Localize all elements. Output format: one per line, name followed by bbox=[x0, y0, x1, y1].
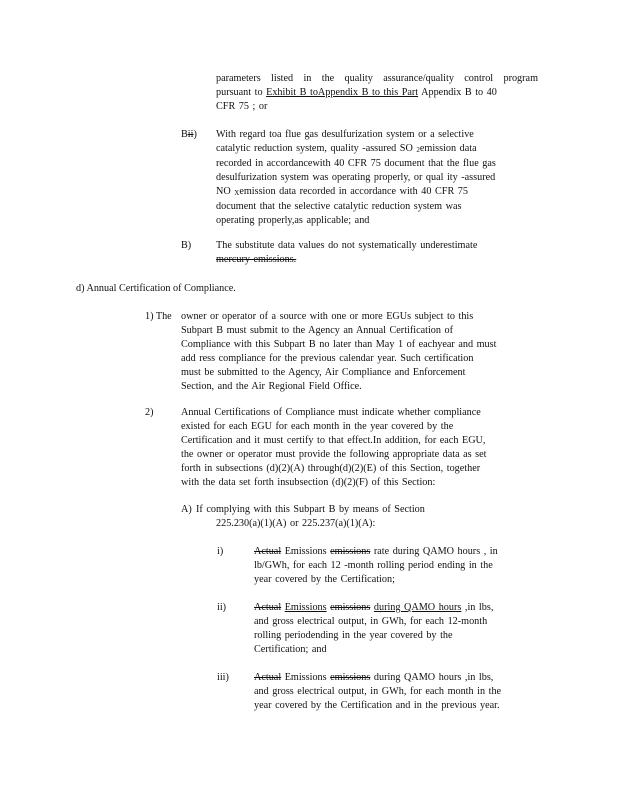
text-line: year covered by the Certification and in the previous year. bbox=[254, 700, 500, 711]
struck-text: emissions bbox=[330, 546, 371, 557]
text-line: Actual Emissions emissions during QAMO hours ,in lbs, bbox=[254, 672, 494, 683]
item-label-b-ii: Bii) bbox=[181, 129, 197, 140]
para-2-paragraph bbox=[181, 406, 537, 490]
struck-text: Actual bbox=[254, 672, 282, 683]
text-line: Annual Certifications of Compliance must indicate whether compliance bbox=[181, 407, 481, 418]
text-line: document that the selective catalytic reduction system was bbox=[216, 201, 462, 212]
text-fragment: Appendix B to 40 bbox=[421, 87, 497, 98]
text-line: must be submitted to the Agency, Air Compliance and Enforcement bbox=[181, 367, 466, 378]
para-1-paragraph bbox=[181, 310, 537, 394]
text-line: year covered by the Certification; bbox=[254, 574, 395, 585]
para-label-2: 2) bbox=[145, 407, 154, 418]
section-heading-d: d) Annual Certification of Compliance. bbox=[76, 283, 236, 294]
roman-ii-paragraph bbox=[254, 601, 530, 657]
struck-text: ii bbox=[187, 129, 194, 140]
text-fragment: pursuant to bbox=[216, 87, 263, 98]
roman-iii-paragraph bbox=[254, 671, 530, 713]
roman-label-i: i) bbox=[217, 546, 224, 557]
roman-label-ii: ii) bbox=[217, 602, 227, 613]
text-line: recorded in accordancewith 40 CFR 75 document that the flue gas bbox=[216, 158, 496, 169]
para-label-1: 1) The bbox=[145, 311, 172, 322]
struck-text: emissions bbox=[330, 672, 371, 683]
text-line: desulfurization system was operating properly, or qual ity -assured bbox=[216, 172, 496, 183]
struck-text: Actual bbox=[254, 546, 282, 557]
text-line: NO Xemission data recorded in accordance with 40 CFR 75 bbox=[216, 186, 468, 197]
text-line: 225.230(a)(1)(A) or 225.237(a)(1)(A): bbox=[216, 518, 376, 529]
text-line: operating properly,as applicable; and bbox=[216, 215, 370, 226]
struck-text: Actual bbox=[254, 602, 282, 613]
text-line: and gross electrical output, in GWh, for each month in the bbox=[254, 686, 502, 697]
struck-text: emissions bbox=[330, 602, 371, 613]
text-line: add ress compliance for the previous calendar year. Such certification bbox=[181, 353, 474, 364]
subscript: 2 bbox=[416, 146, 420, 154]
sub-a-paragraph bbox=[196, 503, 476, 531]
subscript: X bbox=[234, 189, 240, 197]
roman-label-iii: iii) bbox=[217, 672, 229, 683]
text-line: and gross electrical output, in GWh, for each 12-month bbox=[254, 616, 488, 627]
text-line: If complying with this Subpart B by means of Section bbox=[196, 504, 425, 515]
text-line: Actual Emissions emissions during QAMO hours ,in lbs, bbox=[254, 602, 494, 613]
text-line: Section, and the Air Regional Field Office. bbox=[181, 381, 362, 392]
item-b-paragraph bbox=[216, 239, 538, 267]
text-line: rolling periodending in the year covered by the bbox=[254, 630, 453, 641]
text-line: CFR 75 ; or bbox=[216, 101, 268, 112]
roman-i-paragraph bbox=[254, 545, 530, 587]
text-line: with the data set forth insubsection (d)(2)(F) of this Section: bbox=[181, 477, 436, 488]
text-line: the owner or operator must provide the following appropriate data as set bbox=[181, 449, 487, 460]
text-line: lb/GWh, for each 12 -month rolling period ending in the bbox=[254, 560, 493, 571]
top-paragraph bbox=[216, 72, 538, 114]
text-line: Compliance with this Subpart B no later than May 1 of eachyear and must bbox=[181, 339, 497, 350]
sub-label-a: A) bbox=[181, 504, 192, 515]
struck-text: mercury emissions. bbox=[216, 254, 297, 265]
text-line: catalytic reduction system, quality -assured SO 2emission data bbox=[216, 143, 477, 154]
text-line: With regard toa flue gas desulfurization system or a selective bbox=[216, 129, 474, 140]
text-line: Actual Emissions emissions rate during QAMO hours , in bbox=[254, 546, 498, 557]
underlined-text: Emissions bbox=[284, 602, 327, 613]
item-label-b: B) bbox=[181, 240, 192, 251]
text-line bbox=[216, 86, 538, 100]
text-line: parameters listed in the quality assurance/quality control program bbox=[216, 73, 538, 84]
text-line: existed for each EGU for each month in the year covered by the bbox=[181, 421, 454, 432]
underlined-text: during QAMO hours bbox=[373, 602, 462, 613]
text-line: Certification; and bbox=[254, 644, 327, 655]
item-b-ii-paragraph bbox=[216, 128, 538, 228]
text-line: owner or operator of a source with one or more EGUs subject to this bbox=[181, 311, 474, 322]
underlined-text: Exhibit B toAppendix B to this Part bbox=[266, 87, 419, 98]
text-line: The substitute data values do not systematically underestimate bbox=[216, 240, 478, 251]
text-line: Subpart B must submit to the Agency an Annual Certification of bbox=[181, 325, 454, 336]
text-line: Certification and it must certify to that effect.In addition, for each EGU, bbox=[181, 435, 486, 446]
text-line: forth in subsections (d)(2)(A) through(d)(2)(E) of this Section, together bbox=[181, 463, 481, 474]
